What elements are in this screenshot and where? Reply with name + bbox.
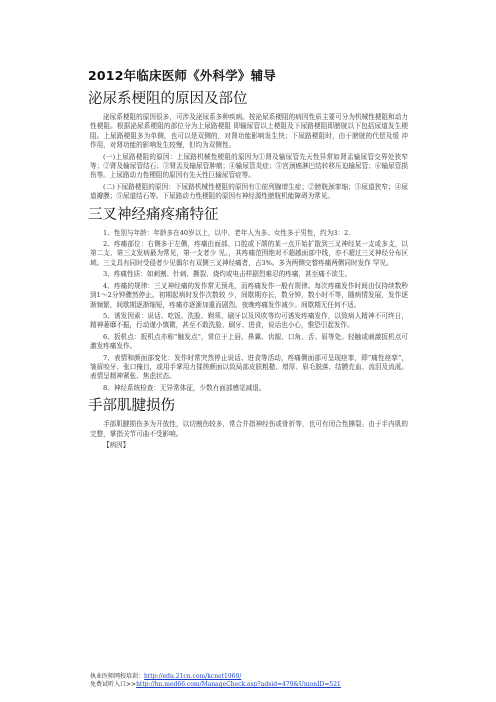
paragraph: 【病因】 [103,440,130,449]
paragraph: (二)下尿路梗阻的原因：下尿路机械性梗阻的原因有①前列腺增生症；②膀胱颈挛缩；③尿道狭窄；④尿道瓣膜；⑤尿道结石等。下尿路动力性梗阻的原因有神经源性膀胱机能障碍为常见。 [90,182,408,201]
paragraph: 6、扳机点：扳机点亦称“触发点”，常位于上唇、鼻翼、齿龈、口角、舌、眉等处。轻触或刺激扳机点可激发疼痛发作。 [90,332,408,351]
paragraph: 2、疼痛部位：右侧多于左侧，疼痛由面部、口腔或下颌的某一点开始扩散到三叉神经某一支或多支，以第二支、第三支发病最为常见，第一支者少 见。，其疼痛范围绝对不超越面部中线，亦不超过三叉神经分布区域。三支具有同时受侵者少见偶尔有双侧三叉神经痛者，占3%。多为两侧交替疼痛两侧同时发作 罕见。 [90,240,408,267]
paragraph: 5、诱发因素：说话、吃饭、洗脸、剃须、刷牙以及风吹等均可诱发疼痛发作，以致病人精神不可终日，精神萎靡不振，行动谨小慎微，甚至不敢洗脸、刷牙、进食，说话也小心，惟恐引起发作。 [90,311,408,330]
paragraph: 泌尿系梗阻的原因很多，可涉及泌尿系多种疾病。按泌尿系梗阻的病因性质主要可分为机械性梗阻和动力性梗阻。根据泌尿系梗阻的部位分为上尿路梗阻 即输尿管以上梗阻及下尿路梗阻即膀胱以下包括尿道发生梗阻。上尿路梗阻多为单侧，也可以是双侧的，对肾功能影响发生快；下尿路梗阻时，由于膀胱的代偿及缓 冲作用，对肾功能的影响发生较慢，但均为双侧性。 [90,113,408,150]
free-trial-link[interactable]: http://hn.med66.com/ManageCheck.asp?adsid=479&UnionID=521 [136,681,341,689]
footer-label: 免费试听入口>> [90,681,137,689]
paragraph: 7、表情和颜面部变化：发作时常突然停止说话、进食等活动，疼痛侧面部可呈现痉挛，即“痛性痉挛”，皱眉咬牙、张口掩目，或用手掌用力揉搓颜面以致局部皮肤粗糙、增厚、眉毛脱落、结膜充血、流泪及流涎。表情呈精神紧张、焦虑状态。 [90,353,408,381]
paragraph: (一)上尿路梗阻的原因：上尿路机械性梗阻的原因为①肾及输尿管先天性异常如肾盂输尿管交界处狭窄等；②肾及输尿管结石；③肾盂及输尿管肿瘤；④输尿管炎症；⑤宫颈癌淋巴结转移压迫输尿管；⑥输尿管损伤等。上尿路动力性梗阻的原因有先天性巨输尿管症等。 [90,152,408,180]
section-heading-tendon-injury: 手部肌腱损伤 [88,398,175,415]
footer-line-trial [90,681,410,689]
paragraph: 4、疼痛的规律：三叉神经痛的发作常无预兆，而疼痛发作一般有规律。每次疼痛发作时间由仅持续数秒到1～2分钟骤然停止。初期起病时发作次数较 少，间歇期亦长，数分钟，数小时不等，随病情发展，发作逐渐频繁，间歇期逐渐缩短，疼痛亦逐渐加重而剧烈。夜晚疼痛发作减少。间歇期无任何不适。 [90,281,408,309]
paragraph: 3、疼痛性质：如刺割、针刺、撕裂、烧灼或电击样剧烈难忍的疼痛，甚至痛不欲生。 [103,270,352,279]
paragraph: 1、性别与年龄：年龄多在40岁以上，以中、老年人为多。女性多于男性，约为3：2. [103,228,351,237]
document-body [90,66,408,452]
paragraph: 8、神经系统检查：无异常体征，少数有面部感觉减退。 [103,383,266,392]
document-title: 2012年临床医师《外科学》辅导 [88,68,276,83]
training-link[interactable]: http://edu.21cn.com/kcnet1960/ [144,673,242,680]
page-footer [90,673,410,689]
footer-label: 执业医师网校培训： [90,673,145,680]
paragraph: 手部肌腱损伤多为开放性，以切割伤较多，常合并指神经伤或骨折等，也可有闭合性撕裂。由于手内肌的完整，掌指关节可曲不受影响。 [90,420,408,438]
section-heading-trigeminal-neuralgia: 三叉神经痛疼痛特征 [88,206,219,223]
section-heading-urinary-obstruction: 泌尿系梗阻的原因及部位 [88,91,248,107]
footer-line-training [90,673,410,681]
